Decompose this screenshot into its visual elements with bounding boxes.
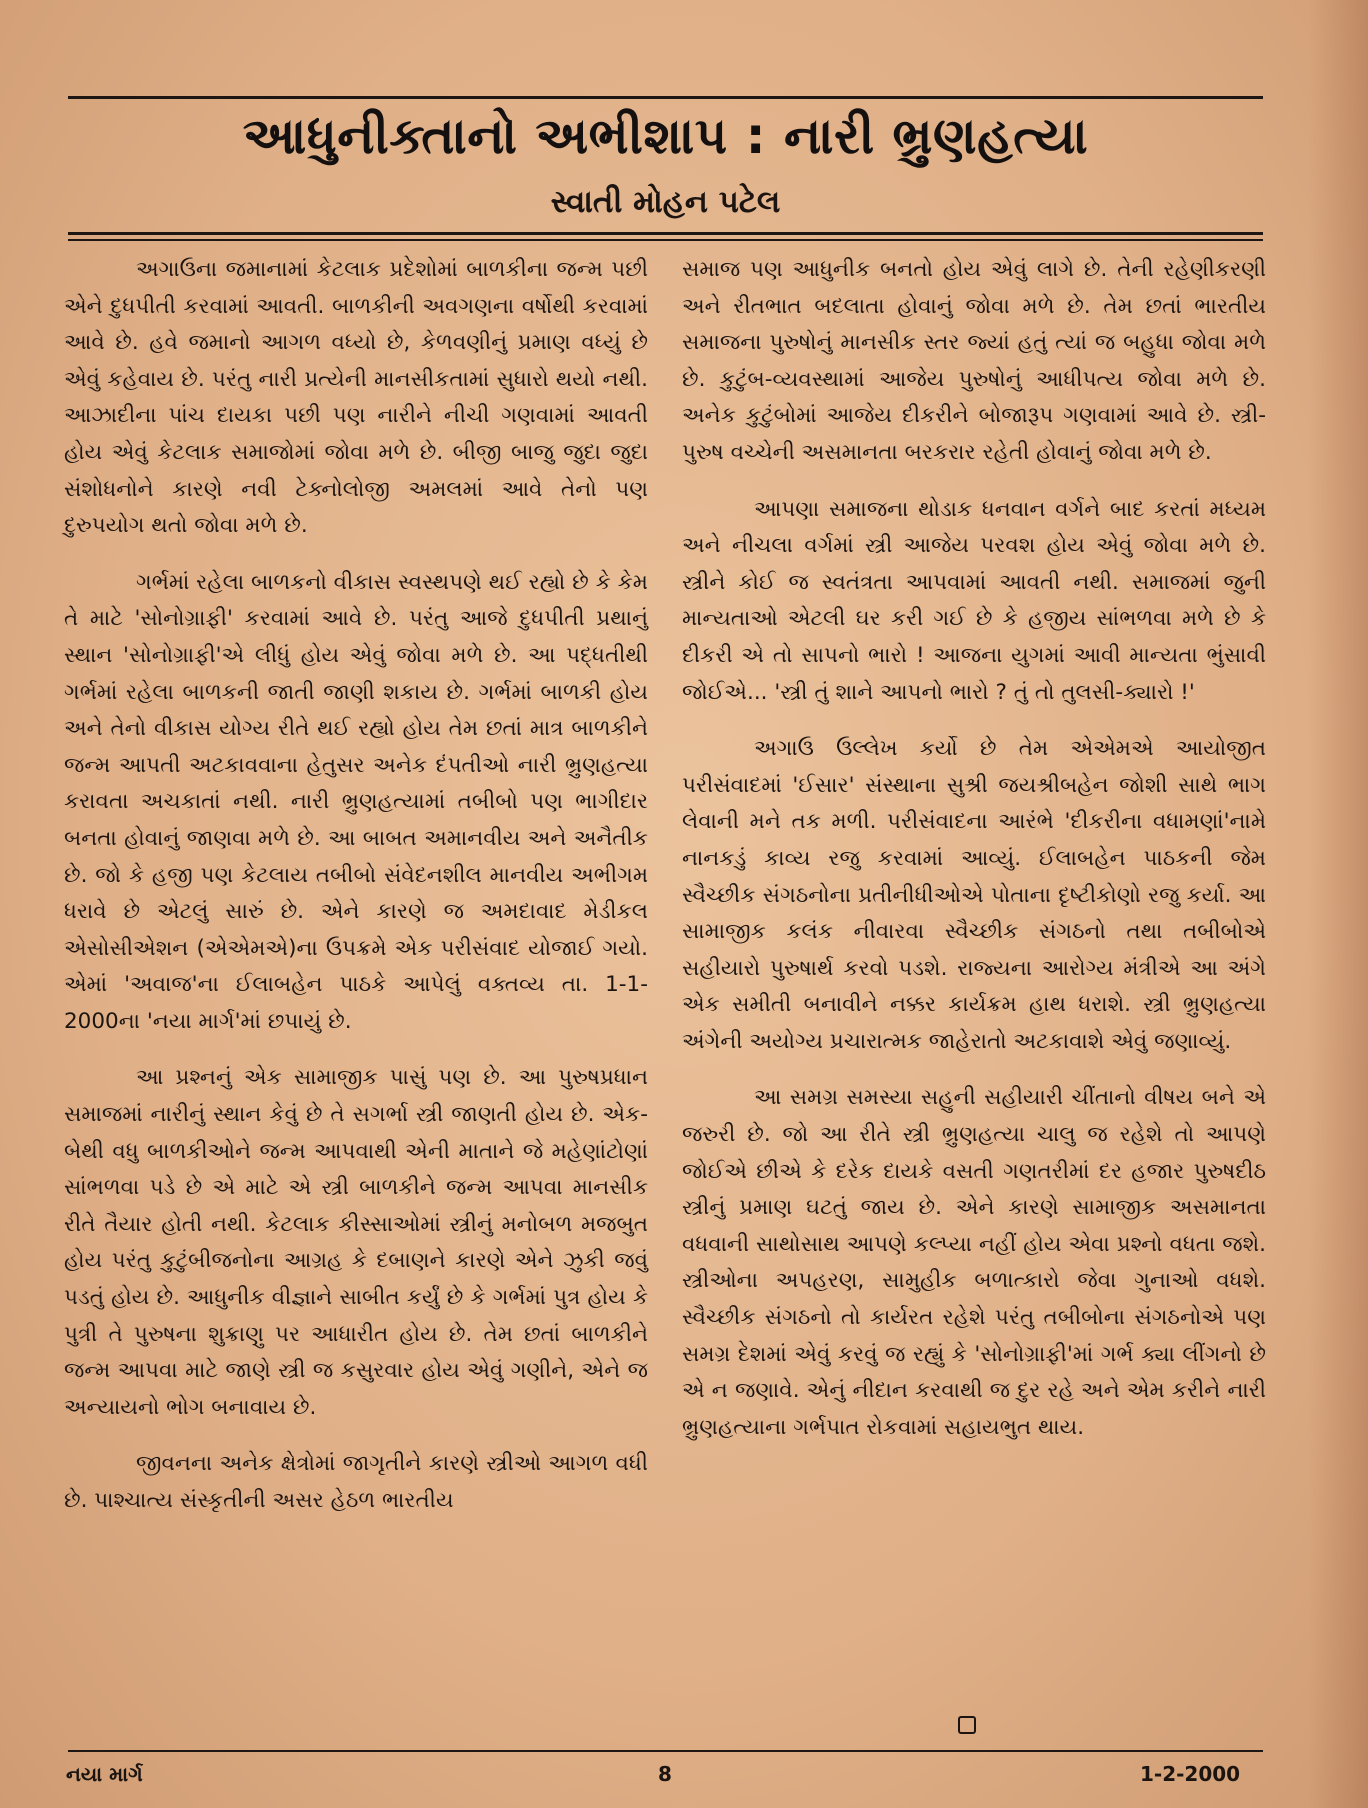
article-author: સ્વાતી મોહન પટેલ <box>550 184 781 220</box>
paragraph: અગાઉના જમાનામાં કેટલાક પ્રદેશોમાં બાળકીના જન્મ પછી એને દુધપીતી કરવામાં આવતી. બાળકીની અવગણના વર્ષોથી કરવામાં આવે છે. હવે જમાનો આગળ વધ્યો છે, કેળવણીનું પ્રમાણ વધ્યું છે એવું કહેવાય છે. પરંતુ નારી પ્રત્યેની માનસીકતામાં સુધારો થયો નથી. આઝાદીના પાંચ દાયકા પછી પણ નારીને નીચી ગણવામાં આવતી હોય એવું કેટલાક સમાજોમાં જોવા મળે છે. બીજી બાજુ જુદા જુદા સંશોધનોને કારણે નવી ટેક્નોલોજી અમલમાં આવે તેનો પણ દુરુપયોગ થતો જોવા મળે છે. <box>64 257 648 539</box>
header-rule-thick <box>68 232 1263 235</box>
paragraph: અગાઉ ઉલ્લેખ કર્યો છે તેમ એએમએ આયોજીત પરીસંવાદમાં 'ઈસાર' સંસ્થાના સુશ્રી જયશ્રીબહેન જોશી સાથે ભાગ લેવાની મને તક મળી. પરીસંવાદના આરંભે 'દીકરીના વધામણાં'નામે નાનકડું કાવ્ય રજુ કરવામાં આવ્યું. ઈલાબહેન પાઠકની જેમ સ્વૈચ્છીક સંગઠનોના પ્રતીનીધીઓએ પોતાના દૃષ્ટીકોણો રજુ કર્યા. આ સામાજીક કલંક નીવારવા સ્વૈચ્છીક સંગઠનો તથા તબીબોએ સહીયારો પુરુષાર્થ કરવો પડશે. રાજ્યના આરોગ્ય મંત્રીએ આ અંગે એક સમીતી બનાવીને નક્કર કાર્યક્રમ હાથ ધરાશે. સ્ત્રી ભ્રુણહત્યા અંગેની અયોગ્ય પ્રચારાત્મક જાહેરાતો અટકાવાશે એવું જણાવ્યું. <box>682 736 1266 1054</box>
paragraph: આ પ્રશ્નનું એક સામાજીક પાસું પણ છે. આ પુરુષપ્રધાન સમાજમાં નારીનું સ્થાન કેવું છે તે સગર્ભા સ્ત્રી જાણતી હોય છે. એક-બેથી વધુ બાળકીઓને જન્મ આપવાથી એની માતાને જે મહેણાંટોણાં સાંભળવા પડે છે એ માટે એ સ્ત્રી બાળકીને જન્મ આપવા માનસીક રીતે તૈયાર હોતી નથી. કેટલાક કીસ્સાઓમાં સ્ત્રીનું મનોબળ મજબુત હોય પરંતુ કુટુંબીજનોના આગ્રહ કે દબાણને કારણે એને ઝુકી જવું પડતું હોય છે. આધુનીક વીજ્ઞાને સાબીત કર્યું છે કે ગર્ભમાં પુત્ર હોય કે પુત્રી તે પુરુષના શુક્રાણુ પર આધારીત હોય છે. તેમ છતાં બાળકીને જન્મ આપવા માટે જાણે સ્ત્રી જ કસુરવાર હોય એવું ગણીને, એને જ અન્યાયનો ભોગ બનાવાય છે. <box>64 1065 648 1420</box>
left-column <box>64 252 648 1540</box>
paragraph: સમાજ પણ આધુનીક બનતો હોય એવું લાગે છે. તેની રહેણીકરણી અને રીતભાત બદલાતા હોવાનું જોવા મળે છે. તેમ છતાં ભારતીય સમાજના પુરુષોનું માનસીક સ્તર જ્યાં હતું ત્યાં જ બહુધા જોવા મળે છે. કુટુંબ-વ્યવસ્થામાં આજેય પુરુષોનું આધીપત્ય જોવા મળે છે. અનેક કુટુંબોમાં આજેય દીકરીને બોજારૂપ ગણવામાં આવે છે. સ્ત્રી-પુરુષ વચ્ચેની અસમાનતા બરકરાર રહેતી હોવાનું જોવા મળે છે. <box>682 257 1266 465</box>
footer-date: 1-2-2000 <box>1140 1762 1241 1786</box>
footer-publication: નયા માર્ગ <box>66 1762 143 1786</box>
header-rule-thin <box>68 239 1263 241</box>
article-title: આધુનીક્તાનો અભીશાપ : નારી ભ્રુણહત્યા <box>242 107 1089 165</box>
paragraph: જીવનના અનેક ક્ષેત્રોમાં જાગૃતીને કારણે સ્ત્રીઓ આગળ વધી છે. પાશ્ચાત્ય સંસ્કૃતીની અસર હેઠળ ભારતીય <box>64 1451 648 1513</box>
footer-rule <box>68 1750 1263 1752</box>
paper-edge-shadow <box>1308 0 1368 1808</box>
footer-page-number: 8 <box>658 1762 672 1786</box>
paragraph: ગર્ભમાં રહેલા બાળકનો વીકાસ સ્વસ્થપણે થઈ રહ્યો છે કે કેમ તે માટે 'સોનોગ્રાફી' કરવામાં આવે છે. પરંતુ આજે દુધપીતી પ્રથાનું સ્થાન 'સોનોગ્રાફી'એ લીધું હોય એવું જોવા મળે છે. આ પદ્ધતીથી ગર્ભમાં રહેલા બાળકની જાતી જાણી શકાય છે. ગર્ભમાં બાળકી હોય અને તેનો વીકાસ યોગ્ય રીતે થઈ રહ્યો હોય તેમ છતાં માત્ર બાળકીને જન્મ આપતી અટકાવવાના હેતુસર અનેક દંપતીઓ નારી ભ્રુણહત્યા કરાવતા અચકાતાં નથી. નારી ભ્રુણહત્યામાં તબીબો પણ ભાગીદાર બનતા હોવાનું જાણવા મળે છે. આ બાબત અમાનવીય અને અનૈતીક છે. જો કે હજી પણ કેટલાય તબીબો સંવેદનશીલ માનવીય અભીગમ ધરાવે છે એટલું સારું છે. એને કારણે જ અમદાવાદ મેડીકલ એસોસીએશન (એએમએ)ના ઉપક્રમે એક પરીસંવાદ યોજાઈ ગયો. એમાં 'અવાજ'ના ઈલાબહેન પાઠકે આપેલું વક્તવ્ય તા. 1-1-2000ના 'નયા માર્ગ'માં છપાયું છે. <box>64 569 648 1034</box>
top-rule <box>68 96 1263 99</box>
right-column <box>682 252 1266 1466</box>
end-of-article-mark <box>958 1716 976 1734</box>
paragraph: આપણા સમાજના થોડાક ધનવાન વર્ગને બાદ કરતાં મધ્યમ અને નીચલા વર્ગમાં સ્ત્રી આજેય પરવશ હોય એવું જોવા મળે છે. સ્ત્રીને કોઈ જ સ્વતંત્રતા આપવામાં આવતી નથી. સમાજમાં જુની માન્યતાઓ એટલી ઘર કરી ગઈ છે કે હજીય સાંભળવા મળે છે કે દીકરી એ તો સાપનો ભારો ! આજના યુગમાં આવી માન્યતા ભુંસાવી જોઈએ... 'સ્ત્રી તું શાને આપનો ભારો ? તું તો તુલસી-ક્યારો !' <box>682 496 1266 705</box>
paragraph: આ સમગ્ર સમસ્યા સહુની સહીયારી ચીંતાનો વીષય બને એ જરુરી છે. જો આ રીતે સ્ત્રી ભ્રુણહત્યા ચાલુ જ રહેશે તો આપણે જોઈએ છીએ કે દરેક દાયકે વસતી ગણતરીમાં દર હજાર પુરુષદીઠ સ્ત્રીનું પ્રમાણ ઘટતું જાય છે. એને કારણે સામાજીક અસમાનતા વધવાની સાથોસાથ આપણે કલ્પ્યા નહીં હોય એવા પ્રશ્નો વધતા જશે. સ્ત્રીઓના અપહરણ, સામુહીક બળાત્કારો જેવા ગુનાઓ વધશે. સ્વૈચ્છીક સંગઠનો તો કાર્યરત રહેશે પરંતુ તબીબોના સંગઠનોએ પણ સમગ્ર દેશમાં એવું કરવું જ રહ્યું કે 'સોનોગ્રાફી'માં ગર્ભ ક્યા લીંગનો છે એ ન જણાવે. એનું નીદાન કરવાથી જ દુર રહે અને એમ કરીને નારી ભ્રુણહત્યાના ગર્ભપાત રોકવામાં સહાયભુત થાય. <box>682 1085 1266 1440</box>
